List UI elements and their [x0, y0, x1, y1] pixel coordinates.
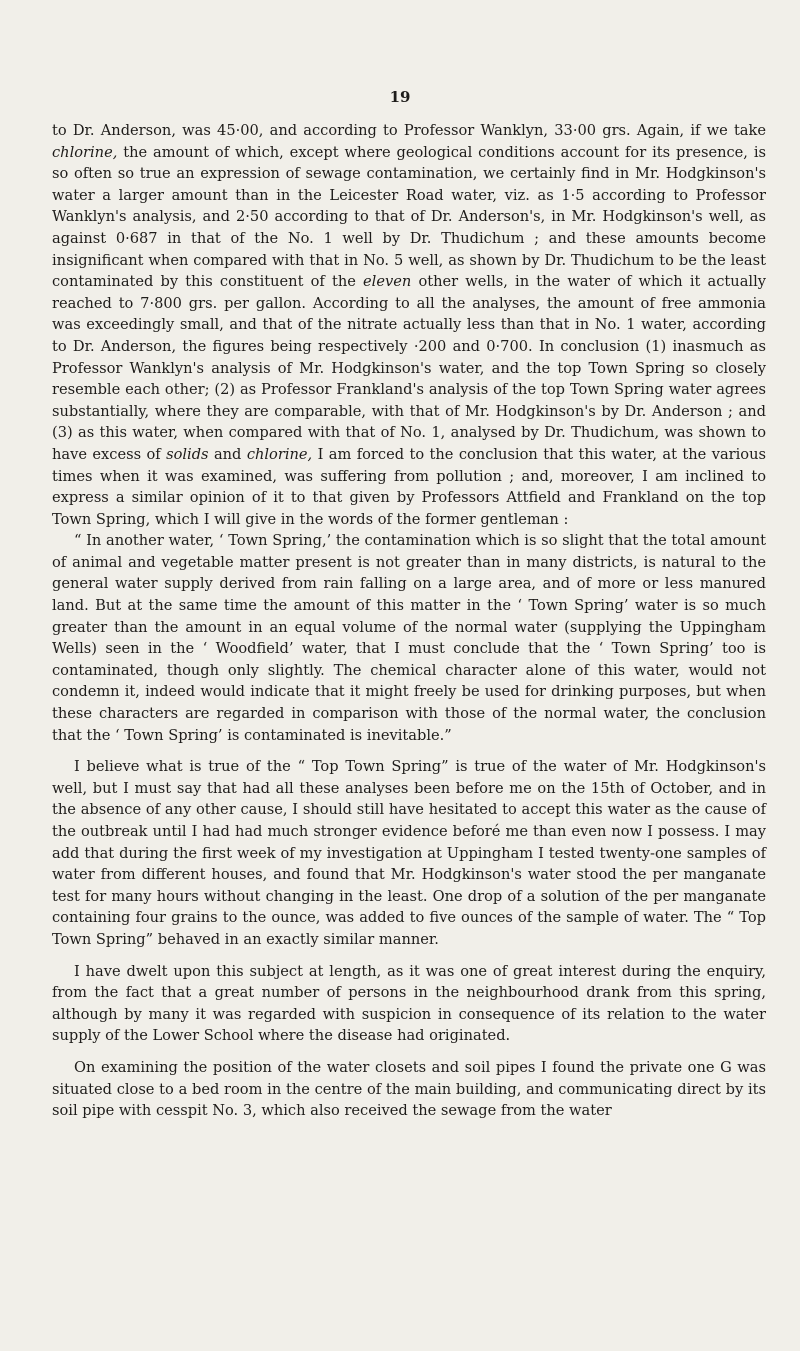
body-text — [52, 120, 766, 1122]
text-run: and — [208, 445, 247, 463]
paragraph-enquiry: I have dwelt upon this subject at length, as it was one of great interest during the enquiry, from the fact that a great number of persons in the neighbourhood drank from this spring, although by many it was regarded with suspicion in consequence of its relation to the water supply of the Lower School where the disease had originated. — [52, 962, 766, 1045]
text-run: the amount of which, except where geological conditions account for its presence, is so often so true an expression of sewage contamination, we certainly find in Mr. Hodgkinson's water a larger amount than in the Leicester Road water, viz. as 1·5 according to Professor Wanklyn's analysis, and 2·50 according to that of Dr. Anderson's, in Mr. Hodgkinson's well, as against 0·687 in that of the No. 1 well by Dr. Thudichum ; and these amounts become insignificant when compared with that in No. 5 well, as shown by Dr. Thudichum to be the least contaminated by this constituent of the — [52, 143, 766, 291]
italic-term: eleven — [363, 273, 412, 291]
italic-term: chlorine, — [52, 143, 118, 161]
page-number: 19 — [389, 88, 411, 106]
paragraph-water-analysis — [52, 120, 766, 530]
text-run: I am forced to the conclusion that this water, at the various times when it was examined, was suffering from pollution ; and, moreover, I am inclined to express a similar opinion of it to that given by Professors Attfield and Frankland on the top Town Spring, which I will give in the words of the former gentleman : — [52, 445, 766, 528]
text-run: to Dr. Anderson, was 45·00, and according to Professor Wanklyn, 33·00 grs. Again, if we take — [52, 122, 766, 139]
text-run: other wells, in the water of which it actually reached to 7·800 grs. per gallon. According to all the analyses, the amount of free ammonia was exceedingly small, and that of the nitrate actually less than that in No. 1 water, according to Dr. Anderson, the figures being respectively ·200 and 0·700. In conclusion (1) inasmuch as Professor Wanklyn's analysis of Mr. Hodgkinson's water, and the top Town Spring so closely resemble each other; (2) as Professor Frankland's analysis of the top Town Spring water agrees substantially, where they are comparable, with that of Mr. Hodgkinson's by Dr. Anderson ; and (3) as this water, when compared with that of No. 1, analysed by Dr. Thudichum, was shown to have excess of — [52, 273, 766, 463]
paragraph-top-town-spring: I believe what is true of the “ Top Town Spring” is true of the water of Mr. Hodgkinson's well, but I must say that had all these analyses been before me on the 15th of October, and in the absence of any other cause, I should still have hesitated to accept this water as the cause of the outbreak until I had had much stronger evidence beforé me than even now I possess. I may add that during the first week of my investigation at Uppingham I tested twenty-one samples of water from different houses, and found that Mr. Hodgkinson's water stood the per manganate test for many hours without changing in the least. One drop of a solution of the per manganate containing four grains to the ounce, was added to five ounces of the sample of water. The “ Top Town Spring” behaved in an exactly similar manner. — [52, 758, 766, 948]
paragraph-quotation: “ In another water, ‘ Town Spring,’ the contamination which is so slight that the total amount of animal and vegetable matter present is not greater than in many districts, is natural to the general water supply derived from rain falling on a large area, and of more or less manured land. But at the same time the amount of this matter in the ‘ Town Spring’ water is so much greater than the amount in an equal volume of the normal water (supplying the Uppingham Wells) seen in the ‘ Woodfield’ water, that I must conclude that the ‘ Town Spring’ too is contaminated, though only slightly. The chemical character alone of this water, would not condemn it, indeed would indicate that it might freely be used for drinking purposes, but when these characters are regarded in comparison with those of the normal water, the conclusion that the ‘ Town Spring’ is contaminated is inevitable.” — [52, 532, 766, 744]
paragraph-water-closets: On examining the position of the water closets and soil pipes I found the private one G was situated close to a bed room in the centre of the main building, and communicating direct by its soil pipe with cesspit No. 3, which also received the sewage from the water — [52, 1058, 766, 1120]
italic-term: solids — [166, 445, 209, 463]
italic-term: chlorine, — [246, 445, 313, 463]
